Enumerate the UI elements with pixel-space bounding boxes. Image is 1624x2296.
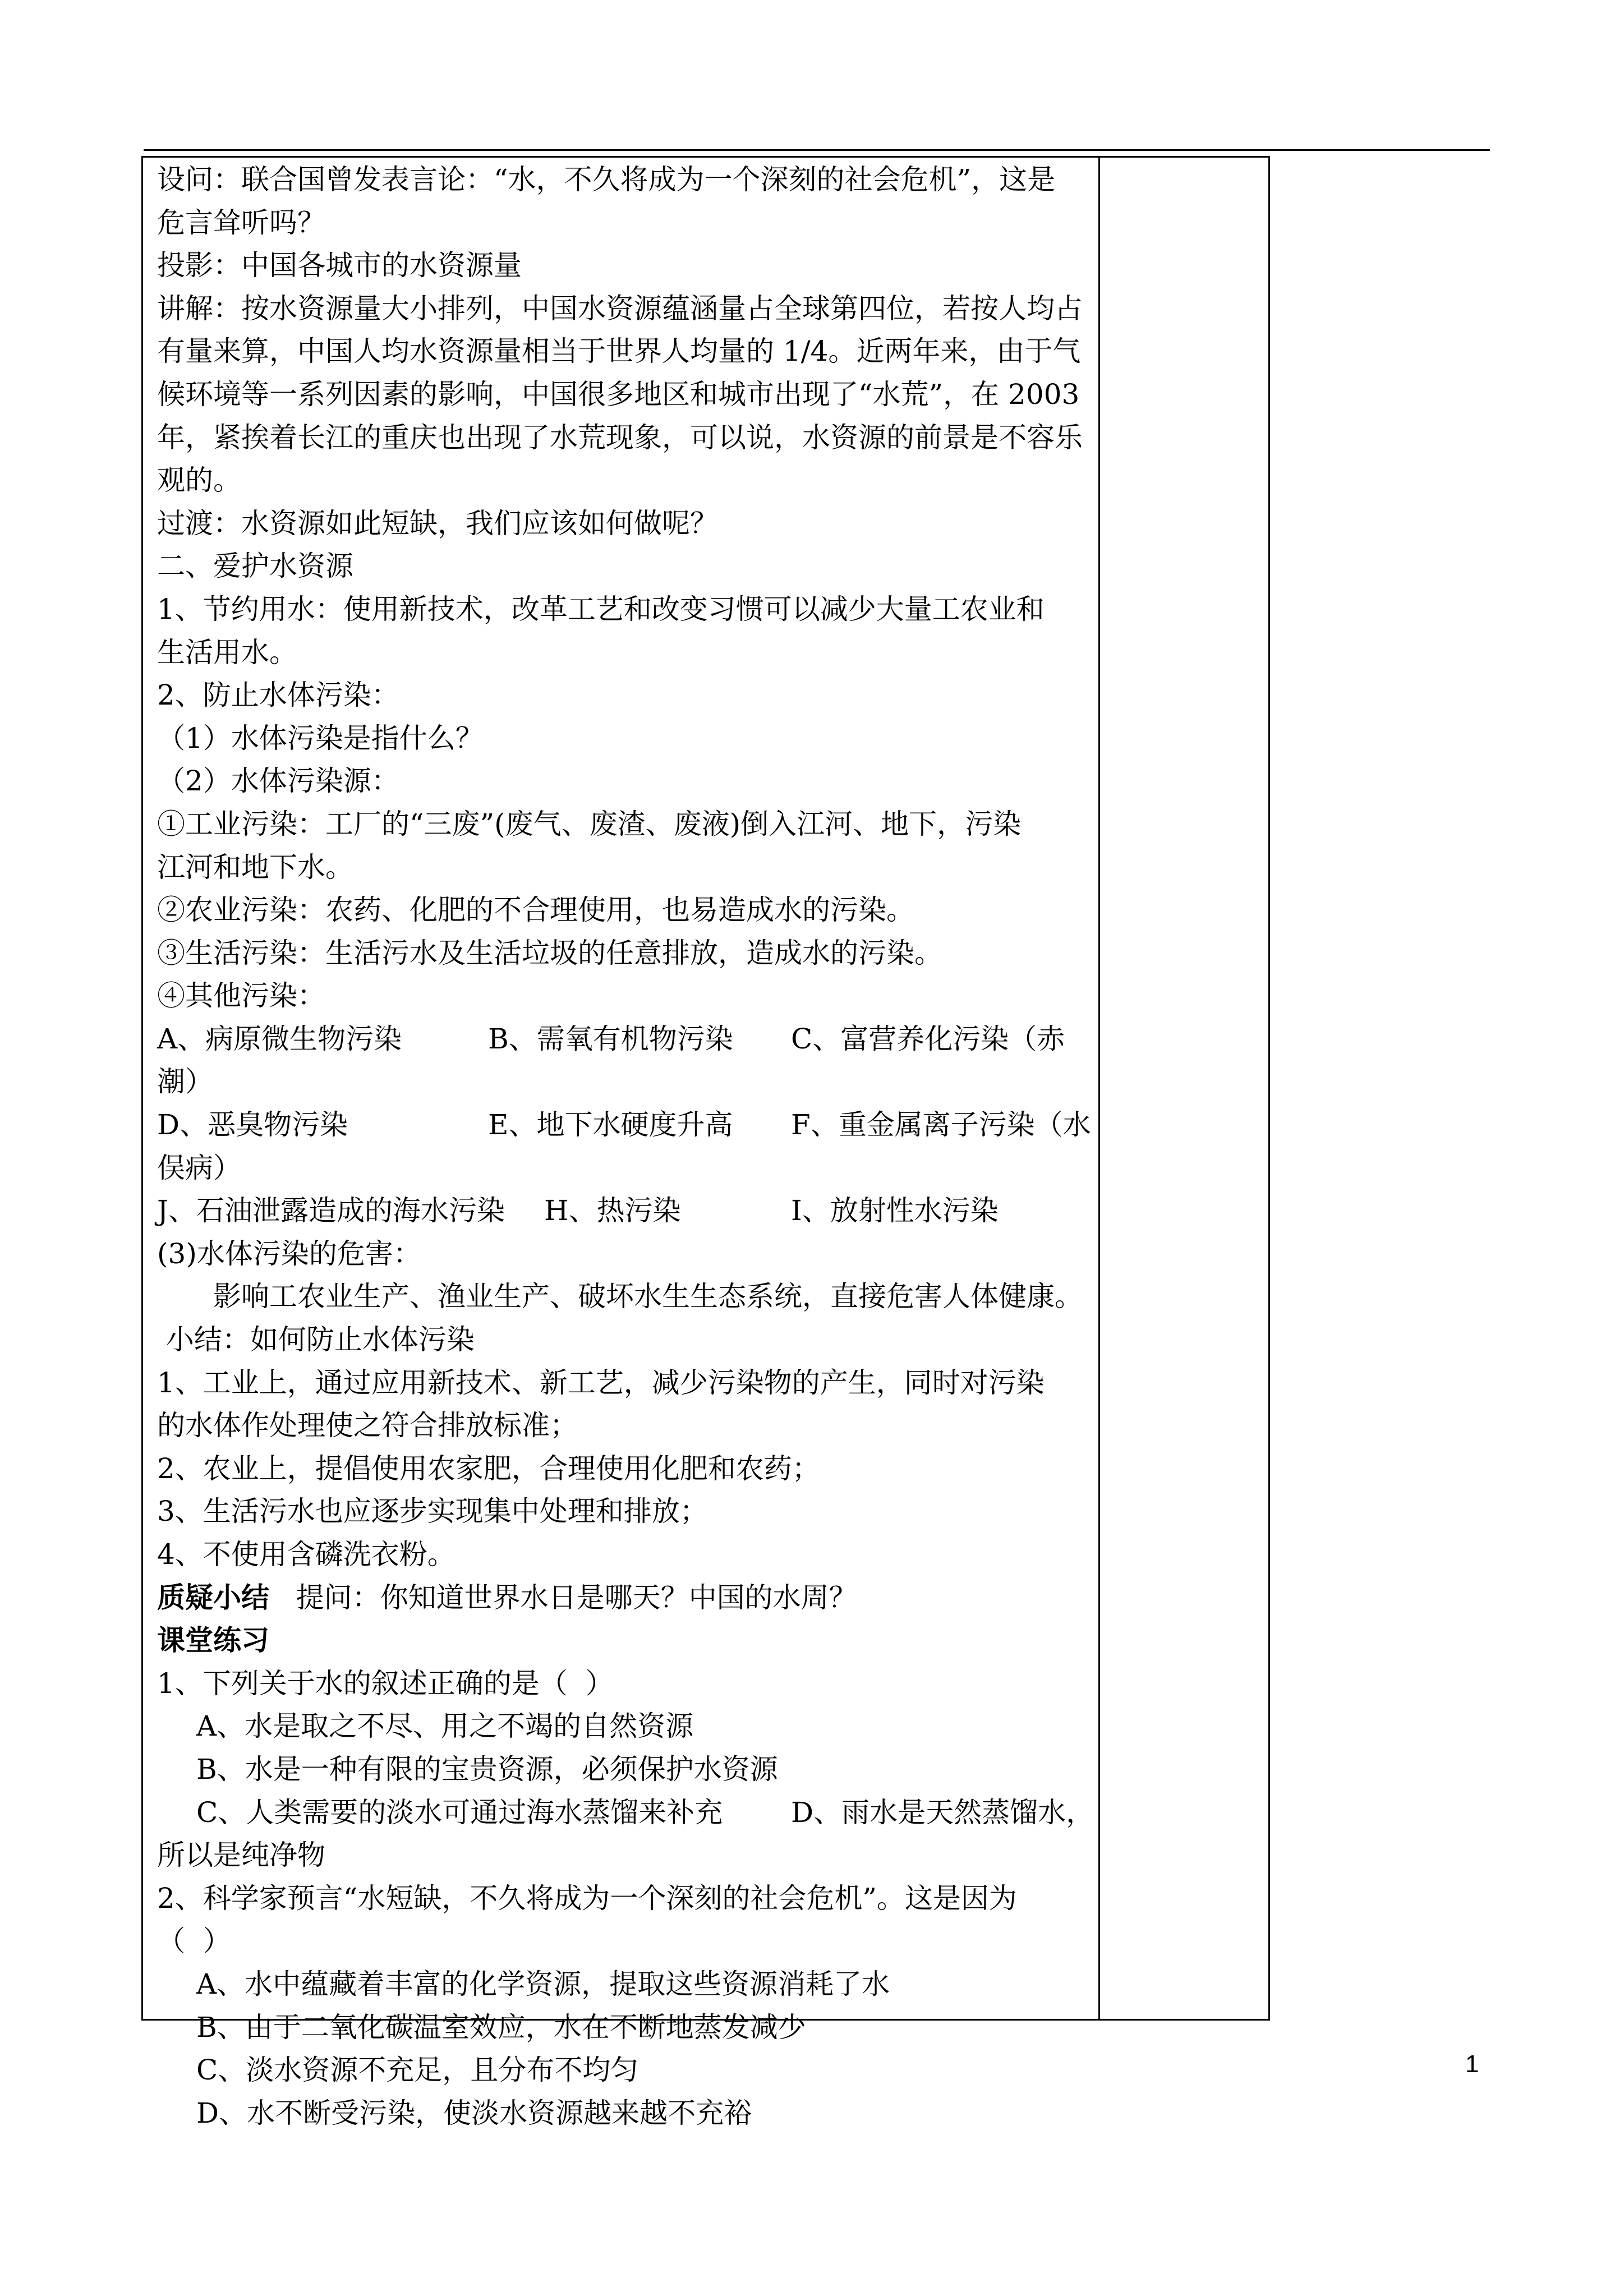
text-line: 设问：联合国曾发表言论：“水，不久将成为一个深刻的社会危机”，这是 (157, 163, 1056, 196)
harm-heading: (3)水体污染的危害： (157, 1237, 421, 1270)
text-line: ②农业污染：农药、化肥的不合理使用，也易造成水的污染。 (157, 894, 914, 927)
qa-label: 质疑小结 (157, 1580, 269, 1614)
text-line: 观的。 (157, 464, 241, 497)
pollution-type: F、重金属离子污染（水 (791, 1108, 1091, 1142)
question-1-option-d-cont: 所以是纯净物 (157, 1839, 325, 1872)
question-2-option-c: C、淡水资源不充足，且分布不均匀 (196, 2054, 639, 2087)
text-line: 生活用水。 (157, 636, 297, 669)
question-2-option-d: D、水不断受污染，使淡水资源越来越不充裕 (196, 2096, 752, 2129)
text-line: 1、节约用水：使用新技术，改革工艺和改变习惯可以减少大量工农业和 (157, 592, 1045, 625)
summary-item: 1、工业上，通过应用新技术、新工艺，减少污染物的产生，同时对污染 (157, 1366, 1045, 1399)
text-line: 危言耸听吗？ (157, 206, 325, 239)
pollution-type: I、放射性水污染 (791, 1194, 999, 1227)
qa-line (157, 1576, 1099, 1619)
question-1-options-cd (157, 1791, 1099, 1834)
question-2: 2、科学家预言“水短缺，不久将成为一个深刻的社会危机”。这是因为 (157, 1881, 1017, 1915)
summary-item: 的水体作处理使之符合排放标准； (157, 1409, 578, 1442)
qa-text: 提问：你知道世界水日是哪天？中国的水周？ (296, 1581, 857, 1614)
pollution-type: J、石油泄露造成的海水污染 (157, 1194, 505, 1227)
pollution-type: E、地下水硬度升高 (488, 1108, 733, 1142)
exercise-label: 课堂练习 (157, 1623, 269, 1657)
summary-item: 3、生活污水也应逐步实现集中处理和排放； (157, 1495, 708, 1528)
pollution-type: D、恶臭物污染 (157, 1108, 348, 1142)
question-1-option-d: D、雨水是天然蒸馏水， (791, 1796, 1094, 1829)
pollution-type: C、富营养化污染（赤 (791, 1022, 1065, 1055)
question-2-option-a: A、水中蕴藏着丰富的化学资源，提取这些资源消耗了水 (196, 1967, 890, 2000)
header-rule (144, 149, 1490, 151)
pollution-type-row (157, 1103, 1099, 1147)
pollution-type: A、病原微生物污染 (157, 1022, 402, 1055)
text-line: 讲解：按水资源量大小排列，中国水资源蕴涵量占全球第四位，若按人均占 (157, 292, 1083, 325)
text-line: 过渡：水资源如此短缺，我们应该如何做呢？ (157, 507, 718, 540)
text-line: （1）水体污染是指什么？ (157, 721, 484, 754)
pollution-type-row (157, 1189, 1099, 1232)
question-2-paren: （ ） (157, 1925, 231, 1958)
section-heading: 二、爱护水资源 (157, 550, 353, 583)
pollution-type: H、热污染 (544, 1194, 681, 1227)
text-line: 投影：中国各城市的水资源量 (157, 249, 522, 282)
text-line: 江河和地下水。 (157, 850, 353, 884)
text-line: ③生活污染：生活污水及生活垃圾的任意排放，造成水的污染。 (157, 936, 942, 969)
page-number: 1 (1465, 2050, 1479, 2078)
text-line: ④其他污染： (157, 979, 325, 1013)
summary-item: 2、农业上，提倡使用农家肥，合理使用化肥和农药； (157, 1452, 820, 1485)
question-1: 1、下列关于水的叙述正确的是（ ） (157, 1667, 614, 1700)
summary-heading: 小结：如何防止水体污染 (157, 1323, 475, 1356)
text-line: 有量来算，中国人均水资源量相当于世界人均量的 1/4。近两年来，由于气 (157, 335, 1081, 368)
question-2-option-b: B、由于二氧化碳温室效应，水在不断地蒸发减少 (196, 2010, 806, 2044)
text-line: 2、防止水体污染： (157, 679, 399, 712)
summary-item: 4、不使用含磷洗衣粉。 (157, 1538, 456, 1571)
text-line: 潮） (157, 1065, 213, 1098)
question-1-option-b: B、水是一种有限的宝贵资源，必须保护水资源 (196, 1752, 778, 1786)
pollution-type: B、需氧有机物污染 (488, 1022, 733, 1055)
question-1-option-a: A、水是取之不尽、用之不竭的自然资源 (196, 1710, 694, 1743)
question-1-option-c: C、人类需要的淡水可通过海水蒸馏来补充 (196, 1796, 723, 1829)
text-line: 年，紧挨着长江的重庆也出现了水荒现象，可以说，水资源的前景是不容乐 (157, 421, 1083, 454)
text-line: （2）水体污染源： (157, 765, 399, 798)
text-line: 俣病） (157, 1151, 241, 1184)
lesson-content (157, 158, 1099, 2134)
text-line: 候环境等一系列因素的影响，中国很多地区和城市出现了“水荒”，在 2003 (157, 378, 1080, 411)
pollution-type-row (157, 1018, 1099, 1061)
harm-text: 影响工农业生产、渔业生产、破坏水生生态系统，直接危害人体健康。 (213, 1280, 1083, 1313)
text-line: ①工业污染：工厂的“三废”(废气、废渣、废液)倒入江河、地下，污染 (157, 807, 1022, 840)
